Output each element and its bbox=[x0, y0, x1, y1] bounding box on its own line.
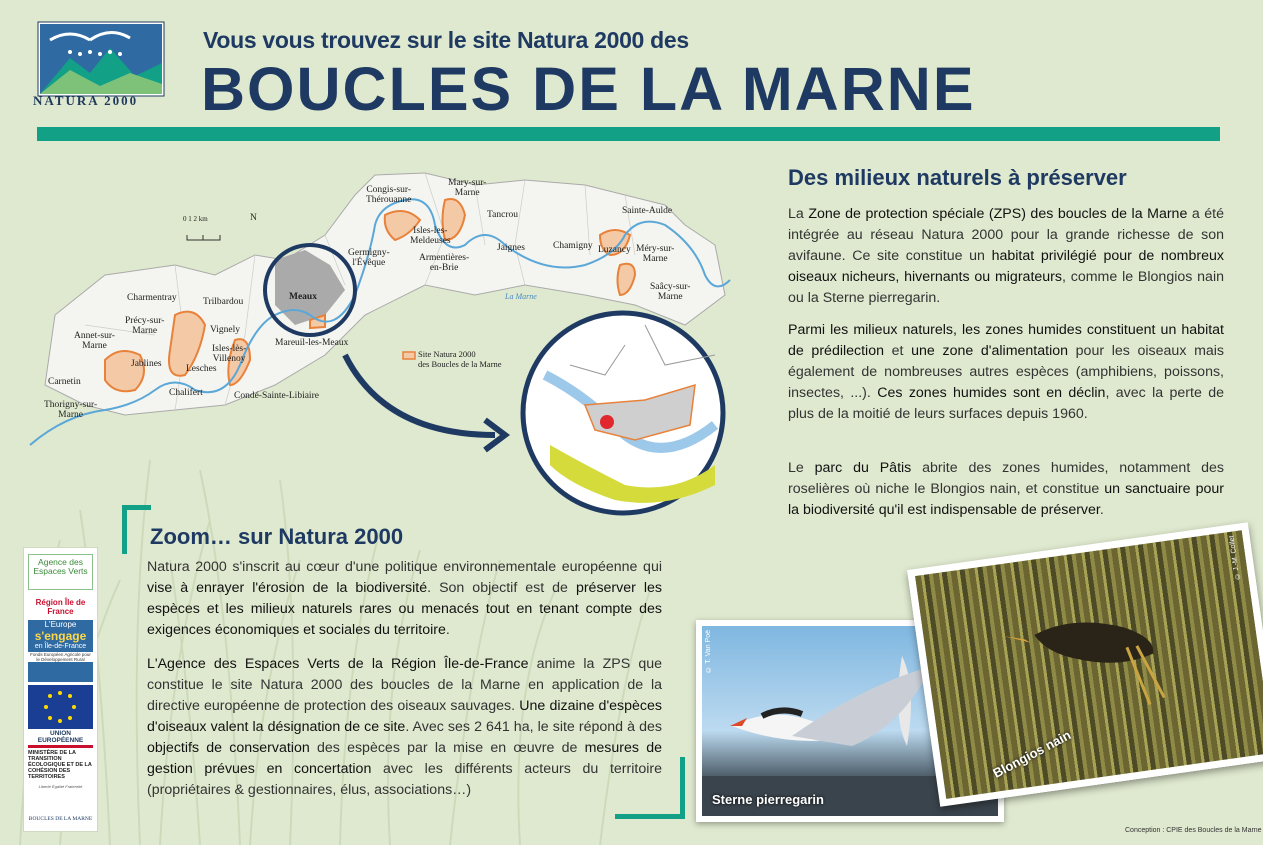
town-precy: Précy-sur- Marne bbox=[125, 316, 165, 336]
town-mary: Mary-sur- Marne bbox=[448, 178, 487, 198]
section-title-milieux: Des milieux naturels à préserver bbox=[788, 165, 1127, 190]
text-run: abrite des zones humides, notamment des roselières où niche le Blongios nain, et constitue bbox=[788, 460, 1224, 497]
blongios-bird-illustration bbox=[915, 530, 1263, 799]
text-run: pour les oiseaux mais également de nombreuses autres espèces (amphibiens, poissons, insectes, ...). bbox=[788, 343, 1225, 401]
eu-stars-icon bbox=[28, 685, 93, 729]
text-run: , comme le Blongios nain ou la Sterne pierregarin. bbox=[788, 269, 1224, 306]
boucles-logo: BOUCLES DE LA MARNE bbox=[28, 816, 93, 822]
europe-engage-line2: s'engage bbox=[34, 629, 87, 643]
site-map bbox=[25, 165, 755, 525]
town-armentieres: Armentières- en-Brie bbox=[419, 253, 470, 273]
paragraph-parc-patis bbox=[788, 458, 1224, 521]
town-jablines: Jablines bbox=[131, 359, 162, 369]
text-run: et bbox=[884, 343, 912, 359]
footer-conception: Conception : CPIE des Boucles de la Marne bbox=[1125, 827, 1262, 834]
partner-logos bbox=[23, 547, 98, 832]
text-run: Ces zones humides sont en déclin bbox=[877, 385, 1106, 401]
paragraph-agence bbox=[147, 654, 662, 801]
text-run: anime la ZPS que constitue le site Natura 2000 des boucles de la Marne en application de la directive européenne de protection des oiseaux sauvages. bbox=[147, 656, 662, 714]
photo-blongios-nain bbox=[907, 522, 1263, 807]
town-germigny: Germigny- l'Évêque bbox=[348, 248, 390, 268]
ministere-devise: Liberté Égalité Fraternité bbox=[38, 784, 83, 789]
town-annet: Annet-sur- Marne bbox=[74, 331, 115, 351]
text-run: parc du Pâtis bbox=[814, 460, 912, 476]
map-river-label: La Marne bbox=[505, 292, 537, 301]
caption-blongios: Blongios nain bbox=[990, 727, 1074, 781]
text-run: La bbox=[788, 206, 809, 222]
title-underline-bar bbox=[37, 127, 1220, 141]
text-run: préserver les espèces et les milieux naturels rares ou menacés tout en tenant compte des exigences économiques et sociales du territoire bbox=[147, 580, 662, 638]
text-run: . bbox=[1099, 502, 1104, 518]
text-run: . Son objectif est de bbox=[427, 580, 576, 596]
feader-text: Fonds Européen Agricole pour le Développement Rural bbox=[28, 652, 93, 662]
text-run: a été intégrée au réseau Natura 2000 pour la grande richesse de son avifaune. Ce site constitue un bbox=[788, 206, 1224, 264]
town-thorigny: Thorigny-sur- Marne bbox=[44, 400, 98, 420]
text-run: mesures de gestion prévues en concertation bbox=[147, 740, 663, 777]
town-trilbardou: Trilbardou bbox=[203, 297, 244, 307]
region-idf-logo: Région Île de France bbox=[35, 598, 86, 616]
town-sainte-aulde: Sainte-Aulde bbox=[622, 206, 673, 216]
town-lesches: Lesches bbox=[186, 364, 217, 374]
town-mareuil: Mareuil-les-Meaux bbox=[275, 338, 349, 348]
text-run: . bbox=[445, 622, 450, 638]
town-jaignes: Jaignes bbox=[497, 243, 525, 253]
town-saacy: Saâcy-sur- Marne bbox=[650, 282, 691, 302]
scale-bar bbox=[187, 235, 220, 240]
text-run: Natura 2000 s'inscrit au cœur d'une politique environnementale européenne qui bbox=[147, 559, 662, 575]
bracket-top-left bbox=[122, 505, 151, 554]
map-scale-label: 0 1 2 km bbox=[183, 215, 208, 223]
town-isles-meldeuses: Isles-les- Meldeuses bbox=[410, 226, 451, 246]
text-run: des espèces par la mise en œuvre de bbox=[309, 740, 585, 756]
credit-blongios: © J.-M. Collet bbox=[1228, 535, 1242, 580]
text-run: habitat privilégié pour de nombreux oiseaux nicheurs, hivernants ou migrateurs bbox=[788, 248, 1224, 285]
credit-sterne: © T. Van Poë bbox=[705, 630, 712, 673]
town-mery: Méry-sur- Marne bbox=[636, 244, 675, 264]
europe-engage-line3: en Île-de-France bbox=[34, 643, 87, 650]
paragraph-natura-2000 bbox=[147, 557, 662, 641]
text-run: avec les différents acteurs du territoire (propriétaires & gestionnaires, élus, associations…) bbox=[147, 761, 662, 798]
text-run: un sanctuaire pour la biodiversité qu'il est indispensable de préserver bbox=[788, 481, 1224, 518]
town-chamigny: Chamigny bbox=[553, 241, 593, 251]
natura-2000-logo-text: NATURA 2000 bbox=[33, 93, 139, 108]
town-vignely: Vignely bbox=[210, 325, 241, 335]
paragraph-zones-humides bbox=[788, 320, 1224, 425]
map-north-label: N bbox=[250, 213, 257, 223]
section-title-zoom: Zoom… sur Natura 2000 bbox=[150, 524, 404, 549]
town-chalifert: Chalifert bbox=[169, 388, 203, 398]
page-subtitle: Vous vous trouvez sur le site Natura 2000 des bbox=[203, 27, 689, 53]
text-run: une zone d'alimentation bbox=[911, 343, 1069, 359]
caption-sterne: Sterne pierregarin bbox=[712, 792, 824, 807]
town-congis: Congis-sur- Thérouanne bbox=[366, 185, 412, 205]
text-run: Une dizaine d'espèces d'oiseaux valent la désignation de ce site bbox=[147, 698, 663, 735]
text-run: vise à enrayer l'érosion de la biodiversité bbox=[147, 580, 428, 596]
town-isles-villenoy: Isles-lès- Villenoy bbox=[212, 344, 247, 364]
map-legend-label: Site Natura 2000 des Boucles de la Marne bbox=[418, 349, 502, 369]
text-run: , avec la perte de plus de la moitié de leurs surfaces depuis 1960. bbox=[788, 385, 1224, 422]
text-run: objectifs de conservation bbox=[147, 740, 310, 756]
town-charmentray: Charmentray bbox=[127, 293, 177, 303]
eu-flag bbox=[28, 685, 93, 729]
town-meaux: Meaux bbox=[289, 292, 317, 302]
text-run: L'Agence des Espaces Verts de la Région Île-de-France bbox=[147, 656, 529, 672]
page-title: BOUCLES DE LA MARNE bbox=[201, 55, 976, 123]
legend-swatch bbox=[403, 352, 415, 359]
text-run: Parmi les milieux naturels, les zones humides constituent un habitat de prédilection bbox=[788, 322, 1224, 359]
text-run: . Avec ses 2 641 ha, le site répond à des bbox=[405, 719, 662, 735]
paragraph-zps bbox=[788, 204, 1224, 309]
text-run: Zone de protection spéciale (ZPS) des boucles de la Marne bbox=[808, 206, 1188, 222]
ue-label: UNION EUROPÉENNE bbox=[37, 730, 84, 744]
town-conde: Condé-Sainte-Libiaire bbox=[234, 391, 319, 401]
text-run: Le bbox=[788, 460, 815, 476]
ministere-logo: MINISTÈRE DE LA TRANSITION ÉCOLOGIQUE ET DE LA COHÉSION DES TERRITOIRES bbox=[28, 745, 93, 780]
town-luzancy: Luzancy bbox=[598, 245, 631, 255]
europe-engage-logo bbox=[28, 620, 93, 682]
town-carnetin: Carnetin bbox=[48, 377, 81, 387]
europe-engage-line1: L'Europe bbox=[44, 620, 77, 629]
town-tancrou: Tancrou bbox=[487, 210, 518, 220]
aev-logo: Agence des Espaces Verts bbox=[28, 554, 93, 590]
